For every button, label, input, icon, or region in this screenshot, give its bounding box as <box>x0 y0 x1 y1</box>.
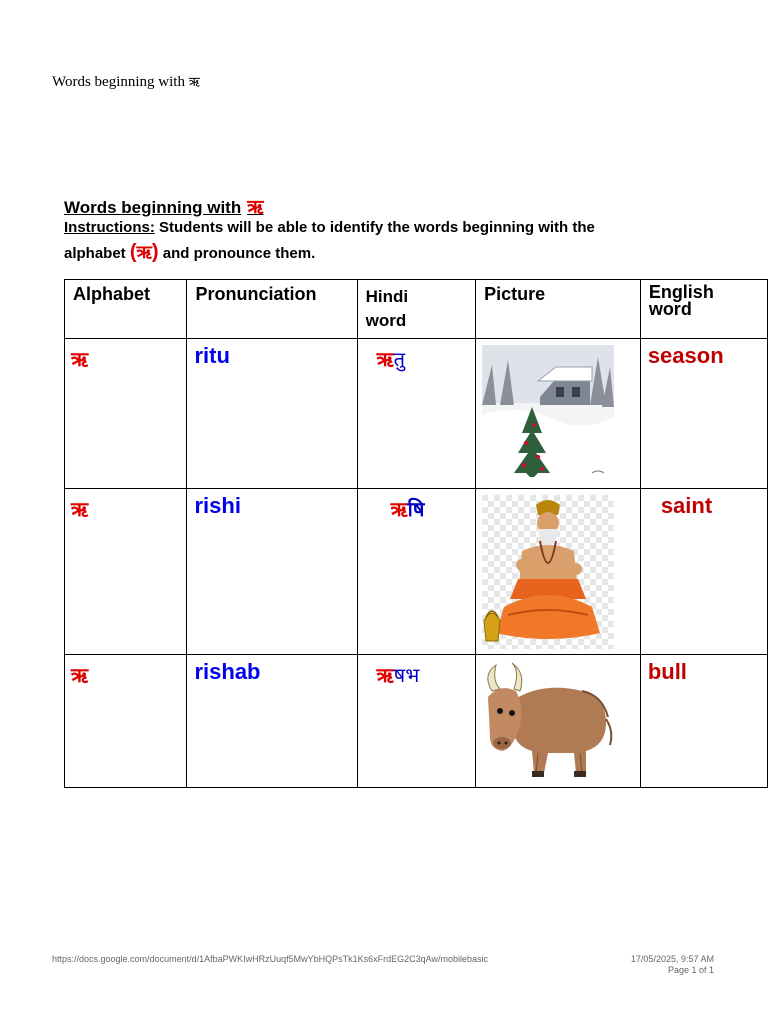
hindi-first: ऋ <box>390 497 408 521</box>
heading-text: Words beginning with <box>64 198 242 217</box>
footer-url[interactable]: https://docs.google.com/document/d/1AfbaPWKIwHRzUuqf5MwYbHQPsTk1Ks6xFrdEG2C3qAw/mobilebasic <box>52 954 489 964</box>
header-pronunciation: Pronunciation <box>187 280 357 339</box>
words-table <box>64 279 768 788</box>
row-hindi-word <box>358 655 476 688</box>
table-row <box>65 655 768 788</box>
page-header-letter: ऋ <box>188 75 200 90</box>
table-header-row <box>65 280 768 339</box>
footer-datetime: 17/05/2025, 9:57 AM <box>630 954 714 964</box>
row-english-word: saint <box>660 493 713 518</box>
header-hindi-word <box>357 280 476 339</box>
page-header <box>52 72 200 91</box>
instructions-label: Instructions: <box>64 219 155 236</box>
hindi-rest: षभ <box>393 663 420 687</box>
heading-letter: ऋ <box>247 196 264 218</box>
paren-open: ( <box>129 241 137 263</box>
hindi-first: ऋ <box>376 663 394 687</box>
row-pronunciation: rishi <box>194 493 241 518</box>
instructions-letter: ऋ <box>136 242 152 263</box>
row-alphabet: ऋ <box>71 663 89 687</box>
row-hindi-word <box>358 339 476 372</box>
row-english-word: bull <box>647 659 687 684</box>
instructions-letter-group <box>130 241 159 263</box>
hindi-rest: षि <box>407 497 425 521</box>
table-row <box>65 489 768 655</box>
row-alphabet: ऋ <box>71 347 89 371</box>
instructions-line2-prefix: alphabet <box>64 245 130 262</box>
bull-icon <box>482 661 614 786</box>
header-english-word <box>640 280 767 339</box>
header-hindi-line2: word <box>365 311 407 330</box>
winter-tree-icon <box>482 345 614 488</box>
instructions-line2-suffix: and pronounce them. <box>158 245 316 262</box>
header-picture: Picture <box>476 280 641 339</box>
row-alphabet: ऋ <box>71 497 89 521</box>
row-pronunciation: rishab <box>194 659 261 684</box>
row-english-word: season <box>647 343 724 368</box>
header-english-line2: word <box>648 299 692 319</box>
header-english-line1: English <box>648 282 714 302</box>
sage-icon <box>482 495 614 654</box>
page-header-text: Words beginning with <box>52 74 185 90</box>
footer-page-number: Page 1 of 1 <box>667 965 714 975</box>
row-hindi-word <box>358 489 476 522</box>
header-alphabet: Alphabet <box>65 280 187 339</box>
hindi-rest: तु <box>393 347 406 371</box>
hindi-first: ऋ <box>376 347 394 371</box>
instructions <box>64 215 704 266</box>
table-row <box>65 339 768 489</box>
paren-close: ) <box>151 241 159 263</box>
row-pronunciation: ritu <box>194 343 230 368</box>
instructions-line1: Students will be able to identify the words beginning with the <box>154 219 595 236</box>
header-hindi-line1: Hindi <box>365 287 409 306</box>
